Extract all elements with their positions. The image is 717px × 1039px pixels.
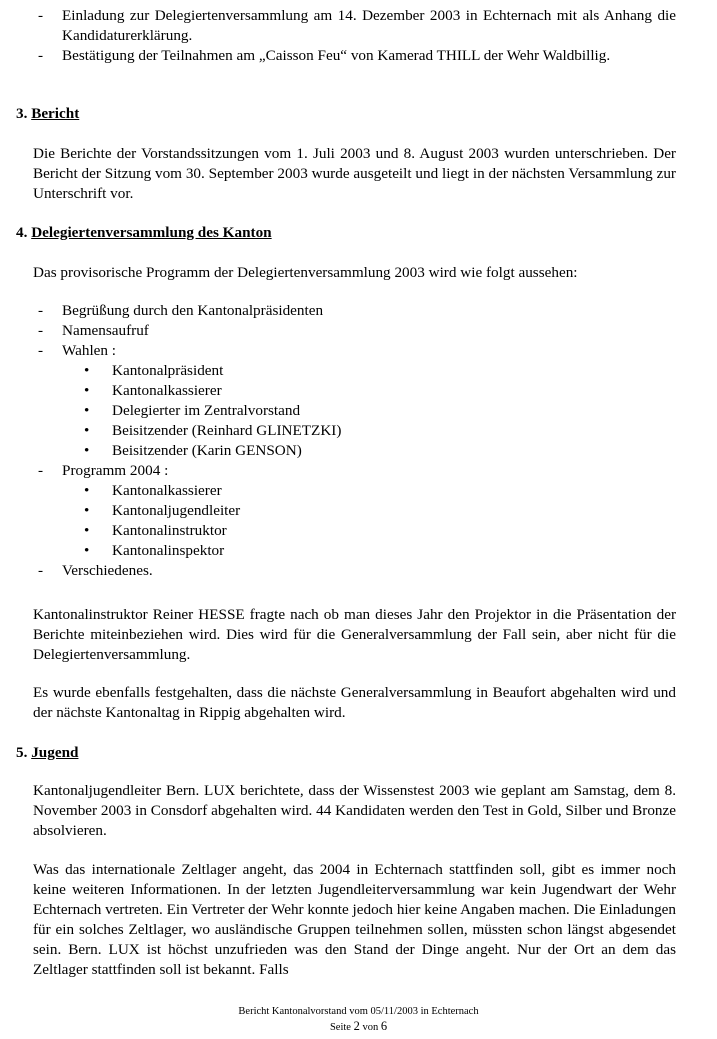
list-item: • Kantonalpräsident [84, 362, 224, 379]
list-item: - Einladung zur Delegiertenversammlung am 14. Dezember 2003 in Echternach mit als Anhang die Kandidaturerklärung. [38, 7, 676, 44]
section-heading-delegiertenversammlung: 4. Delegiertenversammlung des Kanton [16, 224, 272, 241]
list-item: • Kantonalinspektor [84, 542, 225, 559]
section-heading-bericht: 3. Bericht [16, 105, 80, 122]
list-item: • Kantonaljugendleiter [84, 502, 241, 519]
list-item: - Verschiedenes. [38, 562, 153, 579]
top-list [0, 6, 676, 66]
program-list [0, 301, 676, 581]
section-paragraph: Das provisorische Programm der Delegiertenversammlung 2003 wird wie folgt aussehen: [33, 264, 578, 281]
list-item: - Wahlen : • Kantonalpräsident • Kantonalkassierer • Delegierter im Zentralvorstand • Beisitzender (Reinhard GLINETZKI) • Beisitzender (Karin GENSON) [0, 341, 676, 461]
list-item: • Beisitzender (Karin GENSON) [84, 442, 302, 459]
page-footer [0, 1005, 717, 1035]
list-item: • Beisitzender (Reinhard GLINETZKI) [84, 422, 342, 439]
dash-marker: - [38, 7, 44, 24]
section-heading-jugend: 5. Jugend [16, 744, 79, 761]
list-item: - Namensaufruf [38, 322, 149, 339]
section-paragraph: Es wurde ebenfalls festgehalten, dass die nächste Generalversammlung in Beaufort abgehalten wird und der nächste Kantonaltag in Rippig abgehalten wird. [33, 684, 676, 721]
section-paragraph: Die Berichte der Vorstandssitzungen vom 1. Juli 2003 und 8. August 2003 wurden unterschrieben. Der Bericht der Sitzung vom 30. September 2003 wurde ausgeteilt und liegt in der nächsten Versammlung zur Unterschrift vor. [33, 145, 676, 202]
list-item: - Programm 2004 : • Kantonalkassierer • Kantonaljugendleiter • Kantonalinstruktor • Kantonalinspektor [0, 461, 676, 561]
list-item: • Kantonalinstruktor [84, 522, 227, 539]
list-item: - Begrüßung durch den Kantonalpräsidenten [38, 302, 324, 319]
page-number: Seite 2 von 6 [329, 1019, 388, 1033]
dash-marker: - [38, 47, 44, 64]
list-item: - Bestätigung der Teilnahmen am „Caisson Feu“ von Kamerad THILL der Wehr Waldbillig. [38, 47, 611, 64]
programm-2004-list [62, 481, 676, 561]
section-paragraph: Was das internationale Zeltlager angeht, das 2004 in Echternach stattfinden soll, gibt es immer noch keine weiteren Informationen. In der letzten Jugendleiterversammlung war kein Jugendwart der Wehr Echternach vertreten. Ein Vertreter der Wehr konnte jedoch hier keine Angaben machen. Die Einladungen für ein solches Zeltlager, wo ausländische Gruppen teilnehmen sollen, müssten schon längst abgesendet sein. Bern. LUX ist höchst unzufrieden was den Stand der Dinge angeht. Nur der Ort an dem das Zeltlager stattfinden soll ist bekannt. Falls [33, 861, 676, 978]
section-paragraph: Kantonaljugendleiter Bern. LUX berichtete, dass der Wissenstest 2003 wie geplant am Samstag, dem 8. November 2003 in Consdorf abgehalten wird. 44 Kandidaten werden den Test in Gold, Silber und Bronze absolvieren. [33, 782, 676, 839]
wahlen-list [62, 361, 676, 461]
list-item: • Kantonalkassierer [84, 382, 222, 399]
section-paragraph: Kantonalinstruktor Reiner HESSE fragte nach ob man dieses Jahr den Projektor in die Präsentation der Berichte miteinbeziehen wird. Dies wird für die Generalversammlung der Fall sein, aber nicht für die Delegiertenversammlung. [33, 606, 676, 663]
list-item: • Kantonalkassierer [84, 482, 222, 499]
list-item: • Delegierter im Zentralvorstand [84, 402, 301, 419]
footer-title: Bericht Kantonalvorstand vom 05/11/2003 in Echternach [238, 1006, 479, 1017]
